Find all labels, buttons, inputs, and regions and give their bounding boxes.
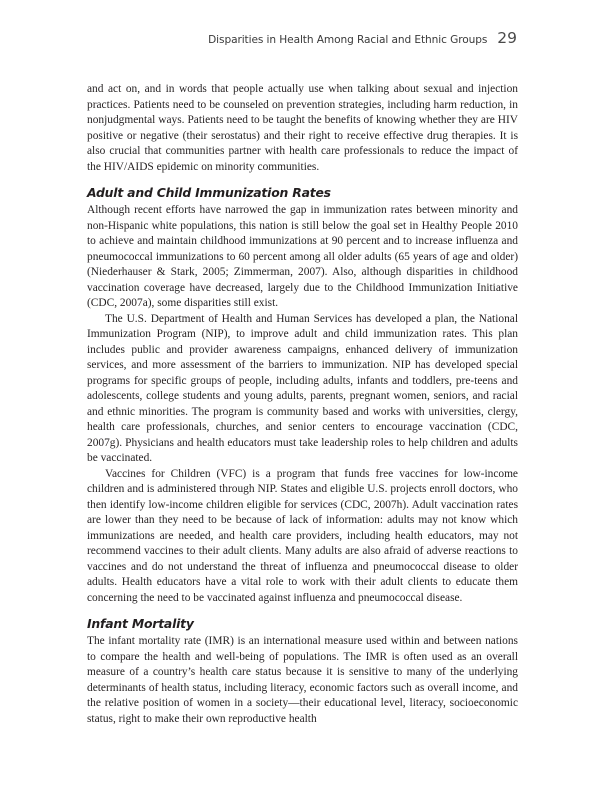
page-body	[87, 82, 518, 727]
running-head	[208, 29, 517, 47]
page-number: 29	[497, 29, 517, 47]
immunization-section-heading: Adult and Child Immunization Rates	[87, 185, 331, 200]
running-head-title: Disparities in Health Among Racial and Ethnic Groups	[208, 34, 488, 46]
immunization-paragraph: Vaccines for Children (VFC) is a program that funds free vaccines for low-income children and is administered through NIP. States and eligible U.S. projects enroll doctors, who then identify low-income children eligible for services (CDC, 2007h). Adult vaccination rates are lower than they need to be because of lack of information: adults may not know which immunizations are needed, and health care providers, including health educators, may not recommend vaccines to their adult clients. Many adults are also afraid of adverse reactions to vaccines and do not understand the threat of influenza and pneumococcal disease to older adults. Health educators have a vital role to work with their adult clients to educate them concerning the need to be vaccinated against influenza and pneumococcal disease.	[87, 467, 518, 604]
infant-mortality-paragraph: The infant mortality rate (IMR) is an international measure used within and between nations to compare the health and well-being of populations. The IMR is often used as an overall measure of a country’s health care status because it is sensitive to many of the underlying determinants of health status, including literacy, economic factors such as overall income, and the relative position of women in a society—their educational level, literacy, socioeconomic status, right to make their own reproductive health	[87, 635, 518, 725]
immunization-paragraph: The U.S. Department of Health and Human Services has developed a plan, the National Immunization Program (NIP), to improve adult and child immunization rates. This plan includes public and provider awareness campaigns, enhanced delivery of immunization services, and more assessment of the barriers to immunization. NIP has developed special programs for specific groups of people, including adults, infants and toddlers, pre-teens and adolescents, college students and young adults, parents, pregnant women, seniors, and racial and ethnic minorities. The program is community based and works with universities, clergy, health care professionals, churches, and senior centers to encourage vaccination (CDC, 2007g). Physicians and health educators must take leadership roles to help children and adults be vaccinated.	[87, 312, 518, 464]
immunization-paragraph: Although recent efforts have narrowed the gap in immunization rates between minority and non-Hispanic white populations, this nation is still below the goal set in Healthy People 2010 to achieve and maintain childhood immunizations at 90 percent and to increase influenza and pneumococcal immunizations to 60 percent among all older adults (65 years of age and older) (Niederhauser & Stark, 2005; Zimmerman, 2007). Also, although disparities in childhood vaccination coverage have decreased, largely due to the Childhood Immunization Initiative (CDC, 2007a), some disparities still exist.	[87, 204, 518, 309]
opening-paragraph: and act on, and in words that people actually use when talking about sexual and injection practices. Patients need to be counseled on prevention strategies, including harm reduction, in nonjudgmental ways. Patients need to be taught the benefits of knowing whether they are HIV positive or negative (their serostatus) and their right to receive effective drug therapies. It is also crucial that communities partner with health care professionals to reduce the impact of the HIV/AIDS epidemic on minority communities.	[87, 83, 518, 173]
infant-mortality-section-heading: Infant Mortality	[87, 616, 194, 631]
